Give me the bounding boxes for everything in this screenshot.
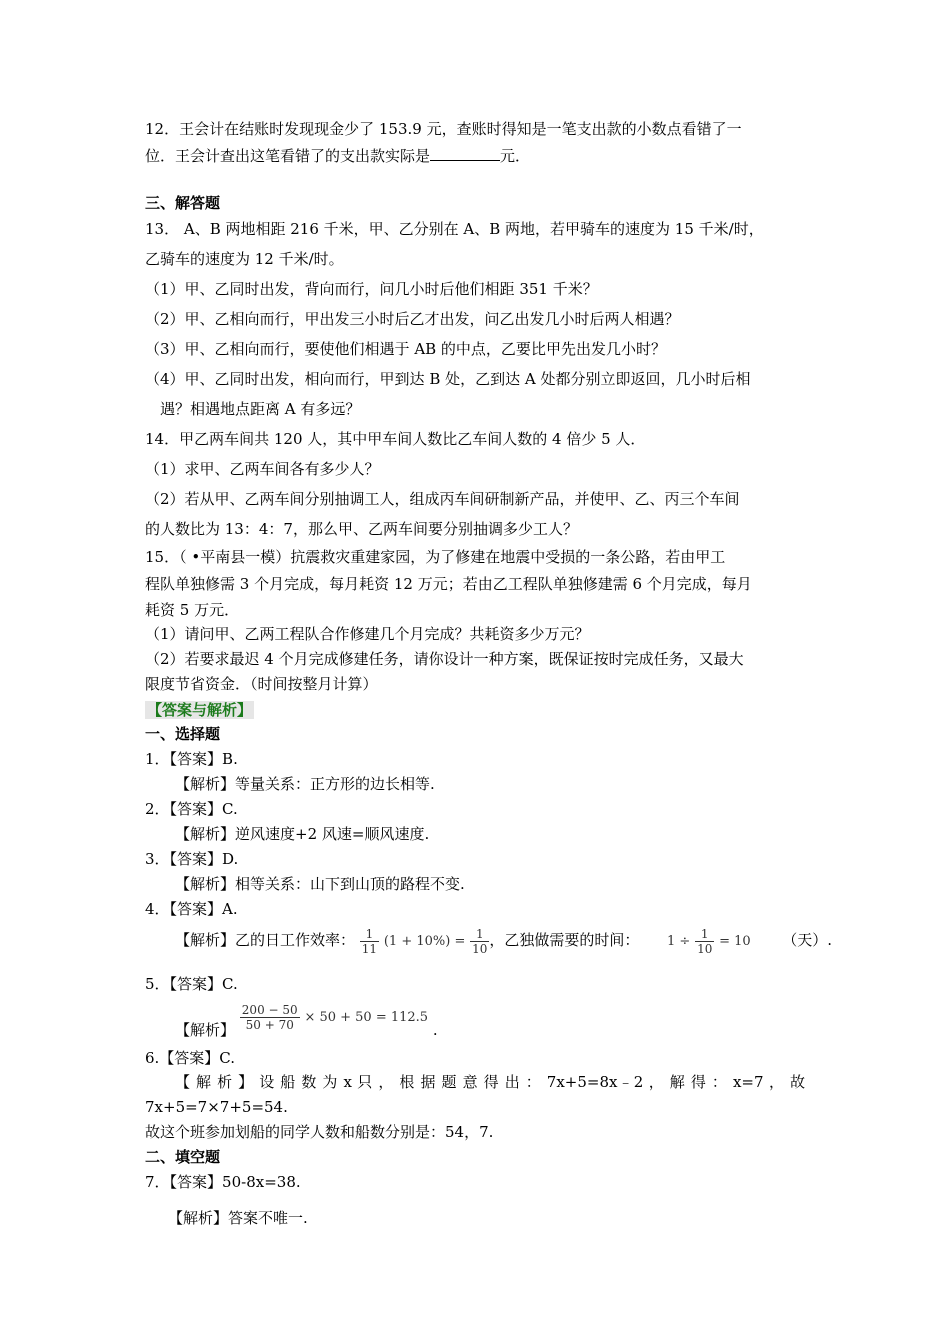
a4-fraction-3-denominator: 10 — [697, 941, 713, 956]
a6-answer: 6.【答案】C. — [145, 1049, 236, 1067]
a5-fraction-numerator: 200 − 50 — [241, 1002, 298, 1017]
a6-explanation-line-3: 故这个班参加划船的同学人数和船数分别是：54，7. — [145, 1123, 494, 1141]
q14-line-1: 14．甲乙两车间共 120 人，其中甲车间人数比乙车间人数的 4 倍少 5 人． — [145, 430, 646, 448]
q13-part-4-line-1: （4）甲、乙同时出发，相向而行，甲到达 B 处，乙到达 A 处都分别立即返回，几小时后相 — [145, 370, 751, 388]
a4-fraction-3 — [695, 927, 714, 956]
a2-explanation: 【解析】逆风速度+2 风速=顺风速度. — [175, 825, 430, 843]
a4-explanation — [175, 920, 832, 962]
section-2-title: 二、填空题 — [145, 1148, 221, 1166]
q15-line-3: 耗资 5 万元． — [145, 601, 240, 619]
q13-part-1: （1）甲、乙同时出发，背向而行，问几小时后他们相距 351 千米？ — [145, 280, 598, 298]
a5-exp-post: . — [432, 1021, 438, 1039]
a3-explanation: 【解析】相等关系：山下到山顶的路程不变. — [175, 875, 465, 893]
a4-fraction-1-numerator: 1 — [360, 927, 379, 942]
a3-answer: 3．【答案】D. — [145, 850, 239, 868]
q13-part-3: （3）甲、乙相向而行，要使他们相遇于 AB 的中点，乙要比甲先出发几小时？ — [145, 340, 666, 358]
a5-explanation — [175, 1000, 438, 1042]
a4-answer: 4．【答案】A. — [145, 900, 238, 918]
q12-line-2-text: 位．王会计查出这笔看错了的支出款实际是 — [145, 147, 431, 165]
a5-expression: × 50 + 50 = 112.5 — [304, 1010, 429, 1025]
a7-explanation: 【解析】答案不唯一. — [168, 1209, 308, 1227]
q15-line-1: 15．（ •平南县一模）抗震救灾重建家园，为了修建在地震中受损的一条公路，若由甲工 — [145, 548, 726, 566]
q13-part-4-line-2: 遇？相遇地点距离 A 有多远？ — [160, 400, 361, 418]
a4-fraction-2-denominator: 10 — [472, 941, 488, 956]
a4-fraction-1-denominator: 11 — [361, 941, 378, 956]
a5-fraction-denominator: 50 + 70 — [245, 1017, 294, 1032]
q12-line-1: 12．王会计在结账时发现现金少了 153.9 元，查账时得知是一笔支出款的小数点看错了一 — [145, 120, 742, 138]
a4-exp-mid: ，乙独做需要的时间： — [489, 931, 640, 949]
q14-part-2-line-2: 的人数比为 13：4：7，那么甲、乙两车间要分别抽调多少工人？ — [145, 520, 578, 538]
a4-expression-2-post: = 10 — [719, 934, 751, 949]
q15-line-2: 程队单独修需 3 个月完成，每月耗资 12 万元；若由乙工程队单独修建需 6 个月完成，每月 — [145, 575, 752, 593]
section-3-title: 三、解答题 — [145, 194, 221, 212]
a4-expression: (1 + 10%) = — [383, 934, 466, 949]
q12-line-2 — [145, 146, 530, 166]
q12-line-2-unit: 元． — [500, 147, 531, 165]
a4-fraction-1 — [360, 927, 379, 956]
answer-blank — [430, 146, 500, 161]
a4-fraction-2 — [470, 927, 489, 956]
a1-answer: 1．【答案】B. — [145, 750, 238, 768]
q13-line-2: 乙骑车的速度为 12 千米/时。 — [145, 250, 344, 268]
a6-explanation-line-1: 【 解 析 】 设 船 数 为 x 只 ， 根 据 题 意 得 出 ： 7x+5=8x﹣2 ， 解 得 ： x=7 ， 故 — [175, 1073, 805, 1091]
a4-fraction-3-numerator: 1 — [695, 927, 714, 942]
a7-answer: 7．【答案】50-8x=38. — [145, 1173, 301, 1191]
q15-part-1: （1）请问甲、乙两工程队合作修建几个月完成？共耗资多少万元？ — [145, 625, 590, 643]
a1-explanation: 【解析】等量关系：正方形的边长相等. — [175, 775, 435, 793]
a5-answer: 5．【答案】C. — [145, 975, 238, 993]
a4-expression-2-pre: 1 ÷ — [667, 934, 691, 949]
q14-part-2-line-1: （2）若从甲、乙两车间分别抽调工人，组成丙车间研制新产品，并使甲、乙、丙三个车间 — [145, 490, 740, 508]
answers-heading — [145, 700, 254, 720]
q14-part-1: （1）求甲、乙两车间各有多少人？ — [145, 460, 380, 478]
a5-fraction — [240, 1003, 300, 1032]
q15-part-2-line-2: 限度节省资金．（时间按整月计算） — [145, 675, 378, 693]
q13-part-2: （2）甲、乙相向而行，甲出发三小时后乙才出发，问乙出发几小时后两人相遇？ — [145, 310, 680, 328]
a4-exp-post: （天）. — [782, 931, 833, 949]
a4-fraction-2-numerator: 1 — [470, 927, 489, 942]
q15-part-2-line-1: （2）若要求最迟 4 个月完成修建任务，请你设计一种方案，既保证按时完成任务，又最大 — [145, 650, 744, 668]
answers-title: 【答案与解析】 — [147, 701, 253, 719]
section-1-title: 一、选择题 — [145, 725, 221, 743]
a6-explanation-line-2: 7x+5=7×7+5=54. — [145, 1098, 288, 1116]
a2-answer: 2．【答案】C. — [145, 800, 238, 818]
a5-exp-pre: 【解析】 — [175, 1021, 236, 1039]
a4-exp-pre: 【解析】乙的日工作效率： — [175, 931, 356, 949]
q13-line-1: 13． A、B 两地相距 216 千米，甲、乙分别在 A、B 两地，若甲骑车的速度为 15 千米/时， — [145, 220, 764, 238]
